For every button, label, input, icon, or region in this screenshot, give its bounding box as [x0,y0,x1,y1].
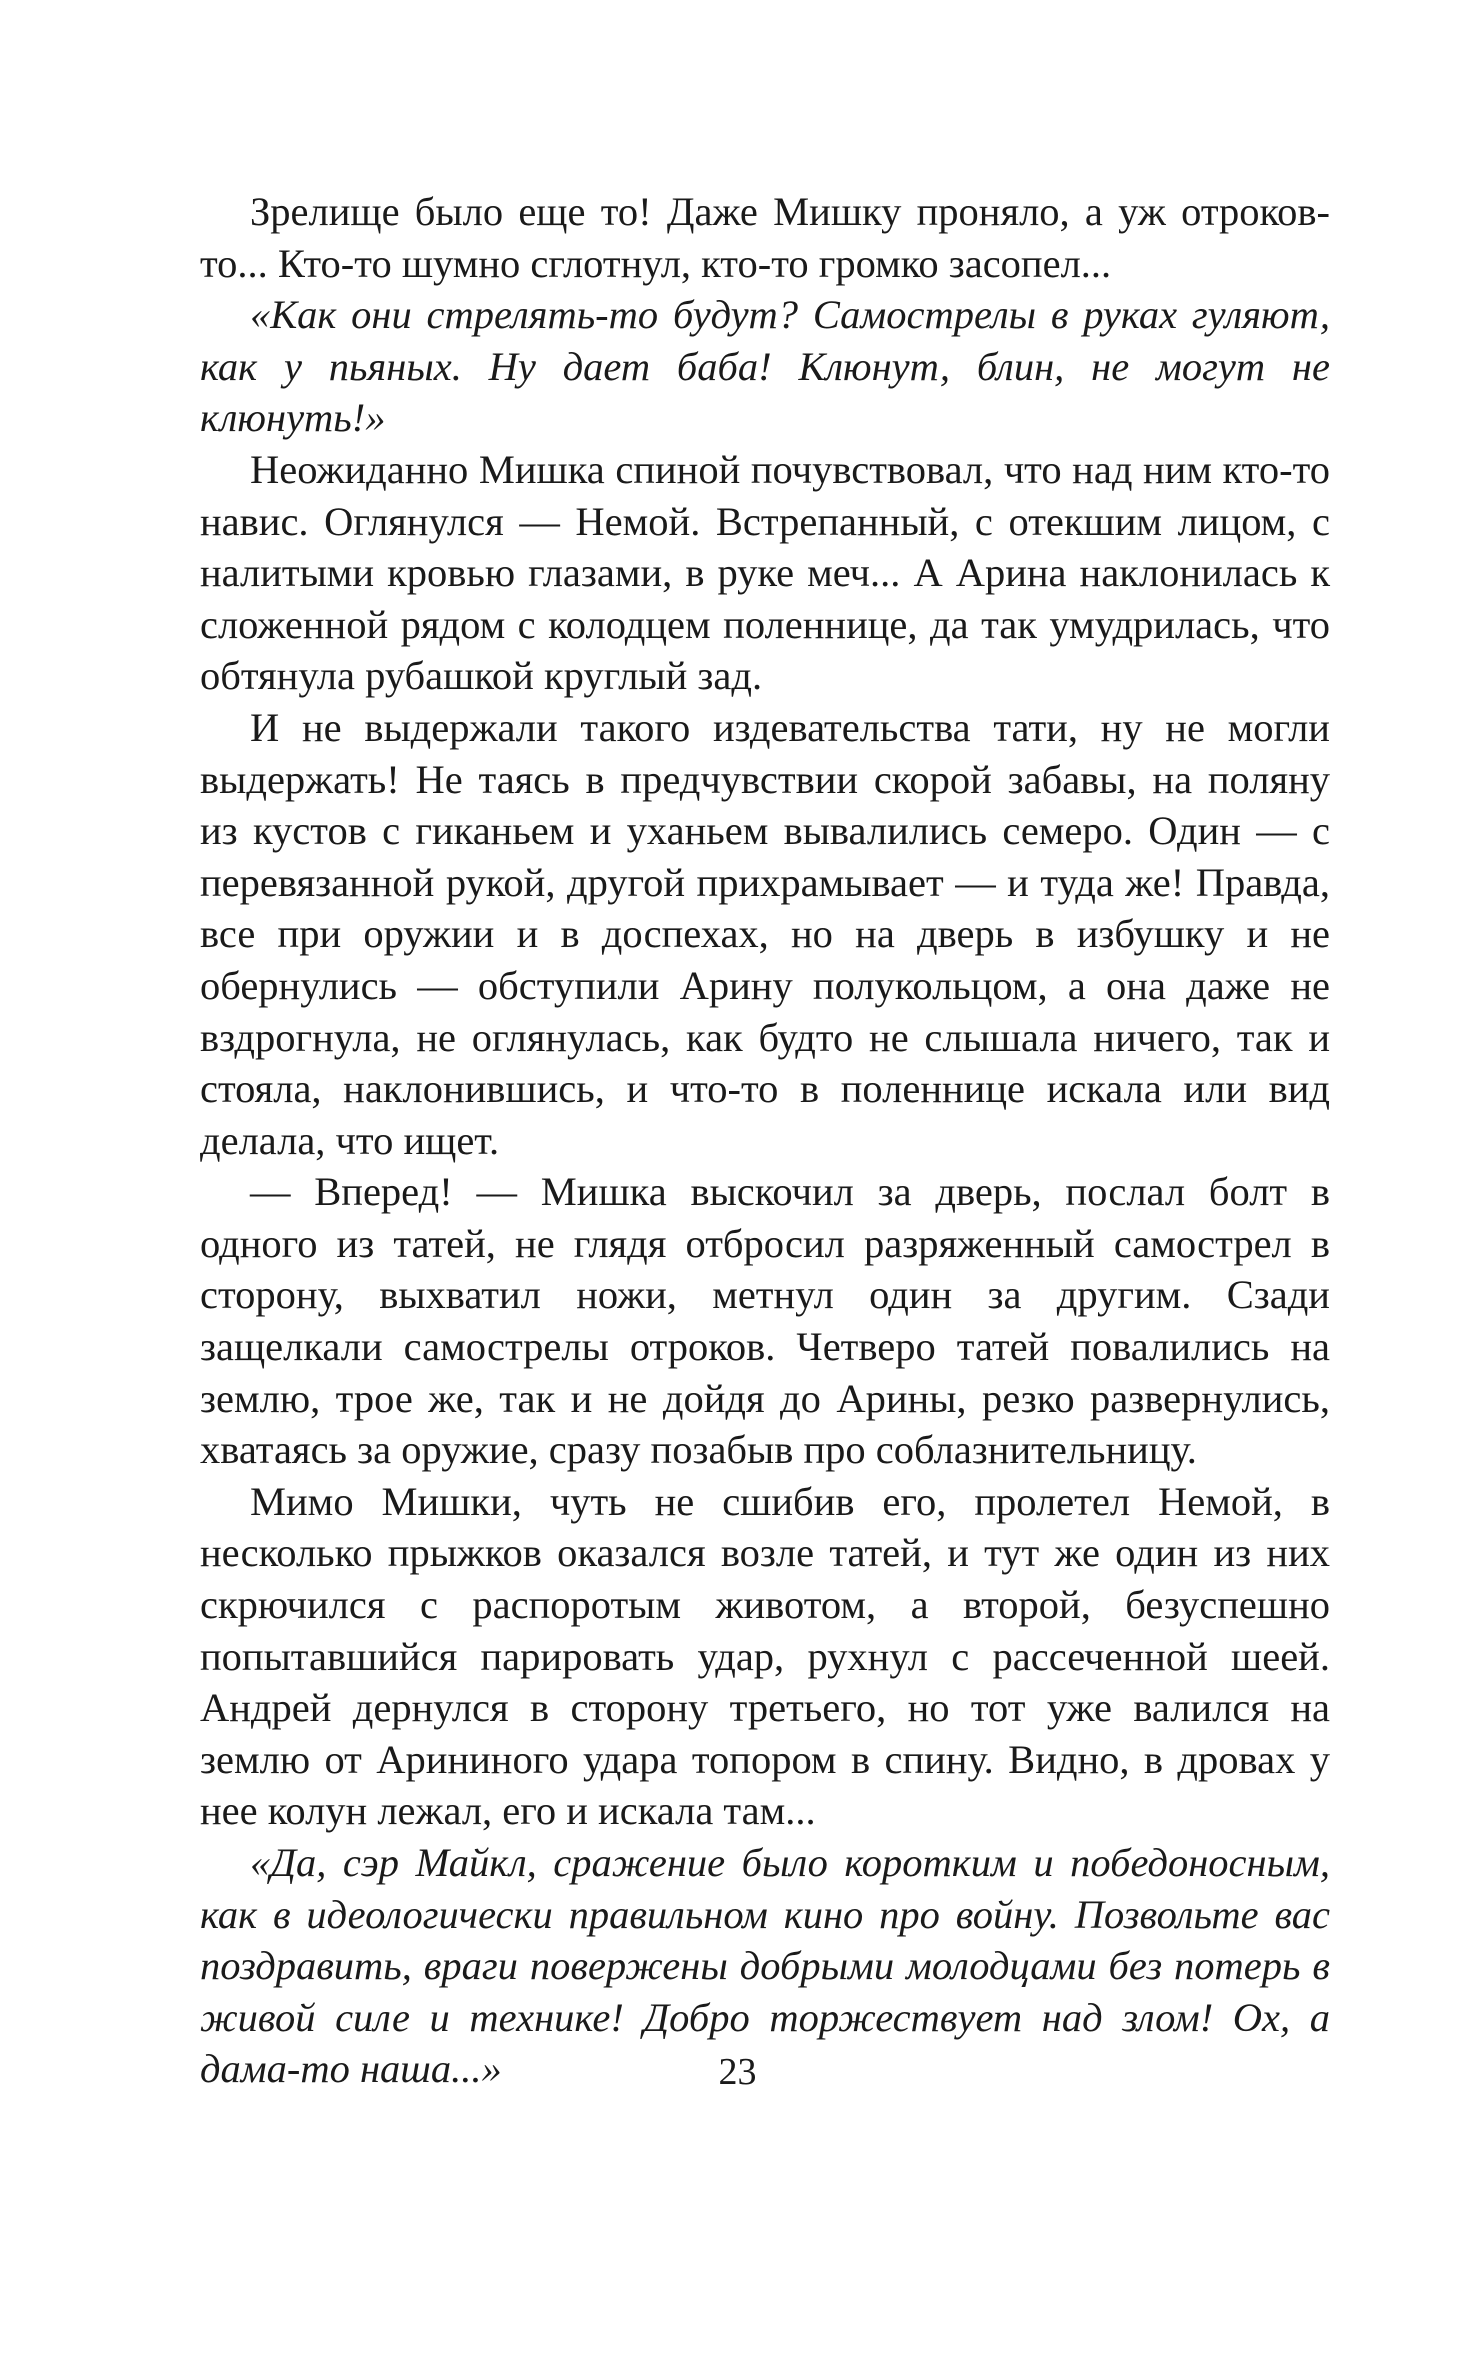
paragraph-2-inner-monologue: «Как они стрелять-то будут? Самострелы в руках гуляют, как у пьяных. Ну дает баба! Клюнут, блин, не могут не клюнуть!» [200,292,1330,441]
paragraph-5: — Вперед! — Мишка выскочил за дверь, послал болт в одного из татей, не глядя отбросил разряженный самострел в сторону, выхватил ножи, метнул один за другим. Сзади защелкали самострелы отроков. Четверо татей повалились на землю, трое же, так и не дойдя до Арины, резко развернулись, хватаясь за оружие, сразу позабыв про соблазнительницу. [200,1169,1330,1473]
body-text [200,186,1330,2095]
paragraph-6: Мимо Мишки, чуть не сшибив его, пролетел Немой, в несколько прыжков оказался возле татей, и тут же один из них скрючился с распоротым животом, а второй, безуспешно попытавшийся парировать удар, рухнул с рассеченной шеей. Андрей дернулся в сторону третьего, но тот уже валился на землю от Арининого удара топором в спину. Видно, в дровах у нее колун лежал, его и искала там... [200,1478,1330,1834]
paragraph-3: Неожиданно Мишка спиной почувствовал, что над ним кто-то навис. Оглянулся — Немой. Встрепанный, с отекшим лицом, с налитыми кровью глазами, в руке меч... А Арина наклонилась к сложенной рядом с колодцем поленнице, да так умудрилась, что обтянула рубашкой круглый зад. [200,446,1330,699]
page-number: 23 [718,2051,757,2093]
paragraph-7-inner-monologue: «Да, сэр Майкл, сражение было коротким и победоносным, как в идеологически правильном кино про войну. Позвольте вас поздравить, враги повержены добрыми молодцами без потерь в живой силе и технике! Добро торжествует над злом! Ох, а дама-то наша...» [200,1840,1330,2092]
paragraph-4: И не выдержали такого издевательства тати, ну не могли выдержать! Не таясь в предчувствии скорой забавы, на поляну из кустов с гиканьем и уханьем вывалились семеро. Один — с перевязанной рукой, другой прихрамывает — и туда же! Правда, все при оружии и в доспехах, но на дверь в избушку и не обернулись — обступили Арину полукольцом, а она даже не вздрогнула, не оглянулась, как будто не слышала ничего, так и стояла, наклонившись, и что-то в поленнице искала или вид делала, что ищет. [200,704,1330,1163]
paragraph-1: Зрелище было еще то! Даже Мишку проняло, а уж отроков-то... Кто-то шумно сглотнул, кто-то громко засопел... [200,189,1330,286]
